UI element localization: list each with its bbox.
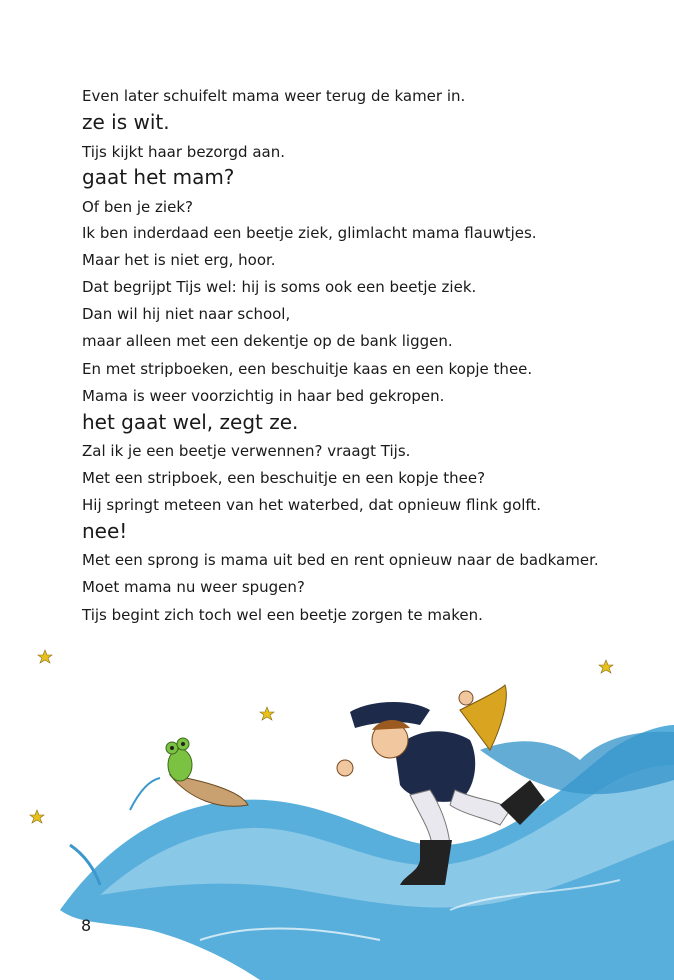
text-line: Even later schuifelt mama weer terug de kamer in.	[82, 87, 466, 105]
wave-icon	[60, 725, 674, 980]
text-line: Mama is weer voorzichtig in haar bed gekropen.	[82, 387, 445, 405]
text-line: Dat begrijpt Tijs wel: hij is soms ook een beetje ziek.	[82, 278, 477, 296]
frog-icon	[166, 738, 248, 806]
text-line: Dan wil hij niet naar school,	[82, 305, 291, 323]
text-line: Met een stripboek, een beschuitje en een kopje thee?	[82, 469, 486, 487]
text-line: gaat het mam?	[82, 165, 235, 189]
text-line: En met stripboeken, een beschuitje kaas en een kopje thee.	[82, 360, 533, 378]
text-line: Hij springt meteen van het waterbed, dat opnieuw flink golft.	[82, 496, 542, 514]
wave-illustration	[0, 640, 674, 980]
text-line: Met een sprong is mama uit bed en rent opnieuw naar de badkamer.	[82, 551, 599, 569]
text-line: Of ben je ziek?	[82, 198, 193, 216]
page-number: 8	[81, 916, 92, 935]
text-line: Moet mama nu weer spugen?	[82, 578, 305, 596]
text-line: Tijs kijkt haar bezorgd aan.	[82, 143, 285, 161]
text-line: het gaat wel, zegt ze.	[82, 410, 299, 434]
text-line: Maar het is niet erg, hoor.	[82, 251, 276, 269]
text-line: maar alleen met een dekentje op de bank liggen.	[82, 332, 453, 350]
text-line: Tijs begint zich toch wel een beetje zorgen te maken.	[82, 606, 483, 624]
text-line: nee!	[82, 519, 128, 543]
text-line: ze is wit.	[82, 110, 170, 134]
text-line: Zal ik je een beetje verwennen? vraagt Tijs.	[82, 442, 411, 460]
text-line: Ik ben inderdaad een beetje ziek, glimlacht mama flauwtjes.	[82, 224, 537, 242]
